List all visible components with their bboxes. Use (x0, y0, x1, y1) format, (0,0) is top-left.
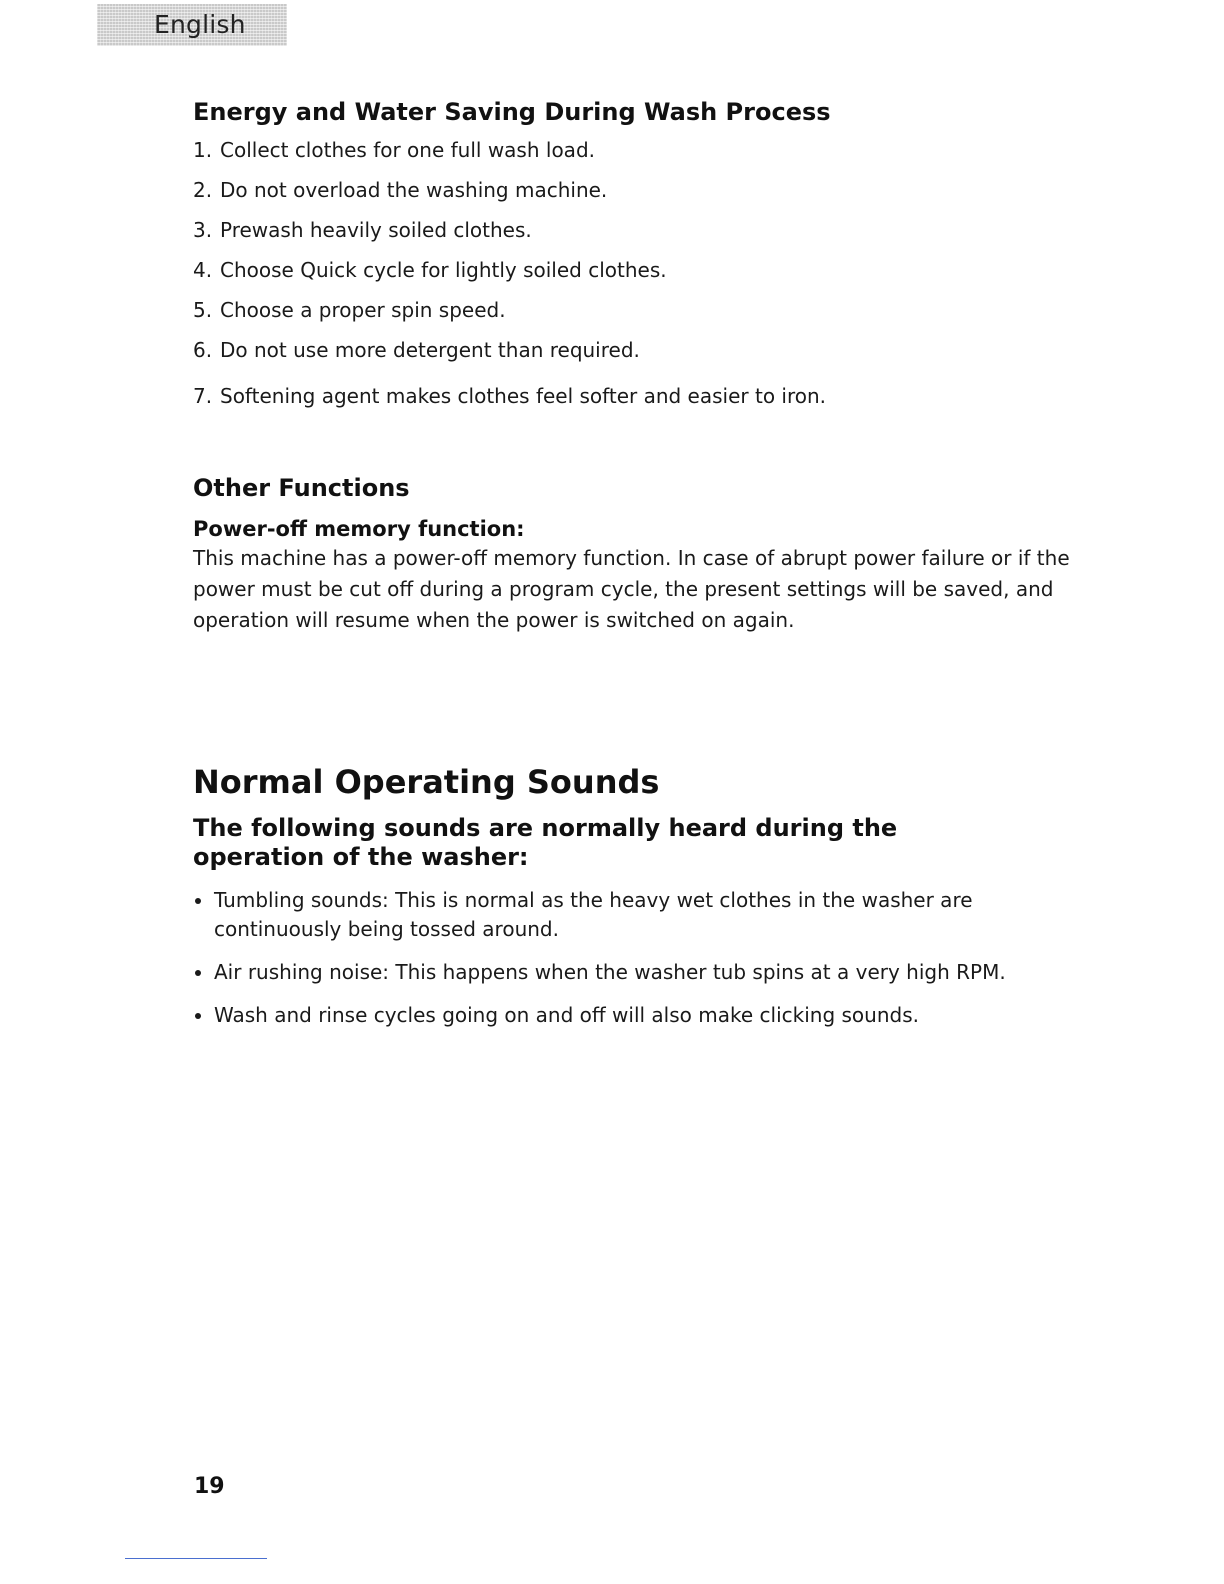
list-item: Wash and rinse cycles going on and off will also make clicking sounds. (193, 1001, 1073, 1030)
page-number: 19 (194, 1474, 225, 1499)
other-functions-section (193, 473, 1073, 636)
list-item: 3. Prewash heavily soiled clothes. (193, 218, 532, 242)
list-item: 6. Do not use more detergent than required. (193, 338, 640, 362)
sounds-title: Normal Operating Sounds (193, 763, 660, 801)
list-item: Air rushing noise: This happens when the washer tub spins at a very high RPM. (193, 958, 1073, 987)
list-item: 2. Do not overload the washing machine. (193, 178, 608, 202)
other-functions-heading: Other Functions (193, 474, 410, 502)
list-item: 1. Collect clothes for one full wash load. (193, 138, 595, 162)
energy-section (193, 97, 1073, 423)
sounds-section (193, 762, 1073, 1044)
power-off-memory-text: This machine has a power-off memory function. In case of abrupt power failure or if the power must be cut off during a program cycle, the present settings will be saved, and operation will resume when the power is switched on again. (193, 546, 1070, 632)
sounds-lead-line: operation of the washer: (193, 843, 529, 871)
list-item: Tumbling sounds: This is normal as the heavy wet clothes in the washer are continuously being tossed around. (193, 886, 1073, 944)
sounds-lead (193, 814, 1073, 872)
list-item: 5. Choose a proper spin speed. (193, 298, 506, 322)
power-off-memory-heading: Power-off memory function: (193, 517, 525, 541)
energy-heading: Energy and Water Saving During Wash Process (193, 98, 831, 126)
language-tab (97, 4, 287, 46)
list-item: 7. Softening agent makes clothes feel softer and easier to iron. (193, 384, 827, 408)
sounds-bullet-list (193, 886, 1073, 1030)
language-tab-label: English (154, 10, 246, 39)
energy-steps-list (193, 137, 1073, 423)
bottom-rule (125, 1558, 267, 1559)
sounds-lead-line: The following sounds are normally heard during the (193, 814, 898, 842)
list-item: 4. Choose Quick cycle for lightly soiled clothes. (193, 258, 667, 282)
